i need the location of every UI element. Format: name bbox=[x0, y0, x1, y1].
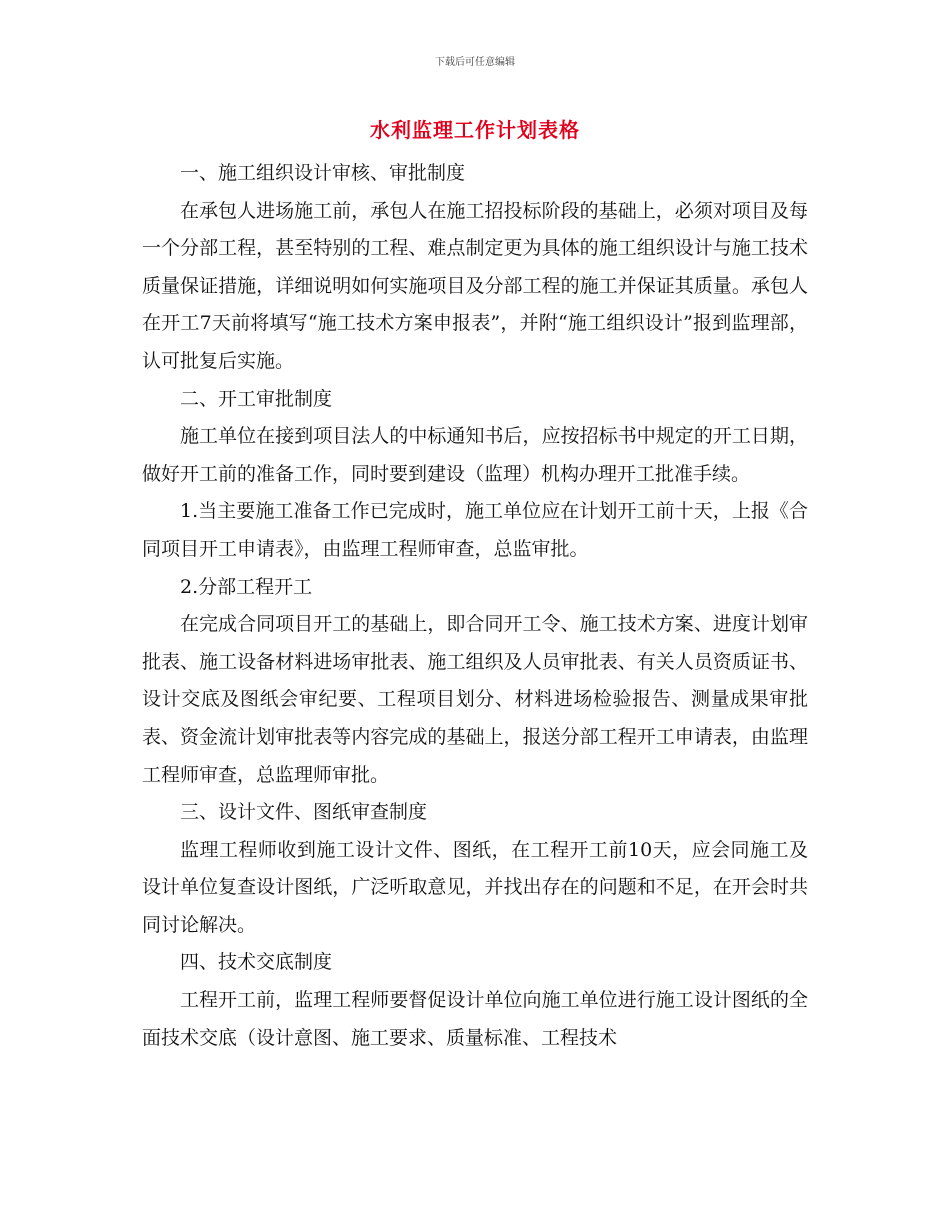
section-heading-3: 三、设计文件、图纸审查制度 bbox=[180, 801, 428, 824]
document-title: 水利监理工作计划表格 bbox=[370, 118, 580, 142]
subsection-heading: 2.分部工程开工 bbox=[180, 575, 313, 598]
header-note: 下载后可任意编辑 bbox=[435, 57, 515, 68]
section-heading-4: 四、技术交底制度 bbox=[180, 951, 333, 974]
paragraph: 监理工程师收到施工设计文件、图纸，在工程开工前10天，应会同施工及设计单位复查设计图纸，广泛听取意见，并找出存在的问题和不足，在开会时共同讨论解决。 bbox=[142, 838, 808, 936]
paragraph: 在承包人进场施工前，承包人在施工招投标阶段的基础上，必须对项目及每一个分部工程，甚至特别的工程、难点制定更为具体的施工组织设计与施工技术质量保证措施，详细说明如何实施项目及分部工程的施工并保证其质量。承包人在开工7天前将填写“施工技术方案申报表”，并附“施工组织设计”报到监理部，认可批复后实施。 bbox=[142, 199, 808, 372]
section-heading-2: 二、开工审批制度 bbox=[180, 387, 333, 410]
paragraph: 1.当主要施工准备工作已完成时，施工单位应在计划开工前十天，上报《合同项目开工申请表》，由监理工程师审查，总监审批。 bbox=[142, 500, 808, 560]
document-body bbox=[142, 155, 808, 1057]
paragraph: 施工单位在接到项目法人的中标通知书后，应按招标书中规定的开工日期，做好开工前的准备工作，同时要到建设（监理）机构办理开工批准手续。 bbox=[142, 425, 808, 485]
paragraph: 在完成合同项目开工的基础上，即合同开工令、施工技术方案、进度计划审批表、施工设备材料进场审批表、施工组织及人员审批表、有关人员资质证书、设计交底及图纸会审纪要、工程项目划分、材料进场检验报告、测量成果审批表、资金流计划审批表等内容完成的基础上，报送分部工程开工申请表，由监理工程师审查，总监理师审批。 bbox=[142, 613, 808, 786]
section-heading-1: 一、施工组织设计审核、审批制度 bbox=[180, 162, 466, 184]
paragraph: 工程开工前，监理工程师要督促设计单位向施工单位进行施工设计图纸的全面技术交底（设计意图、施工要求、质量标准、工程技术 bbox=[142, 989, 808, 1049]
